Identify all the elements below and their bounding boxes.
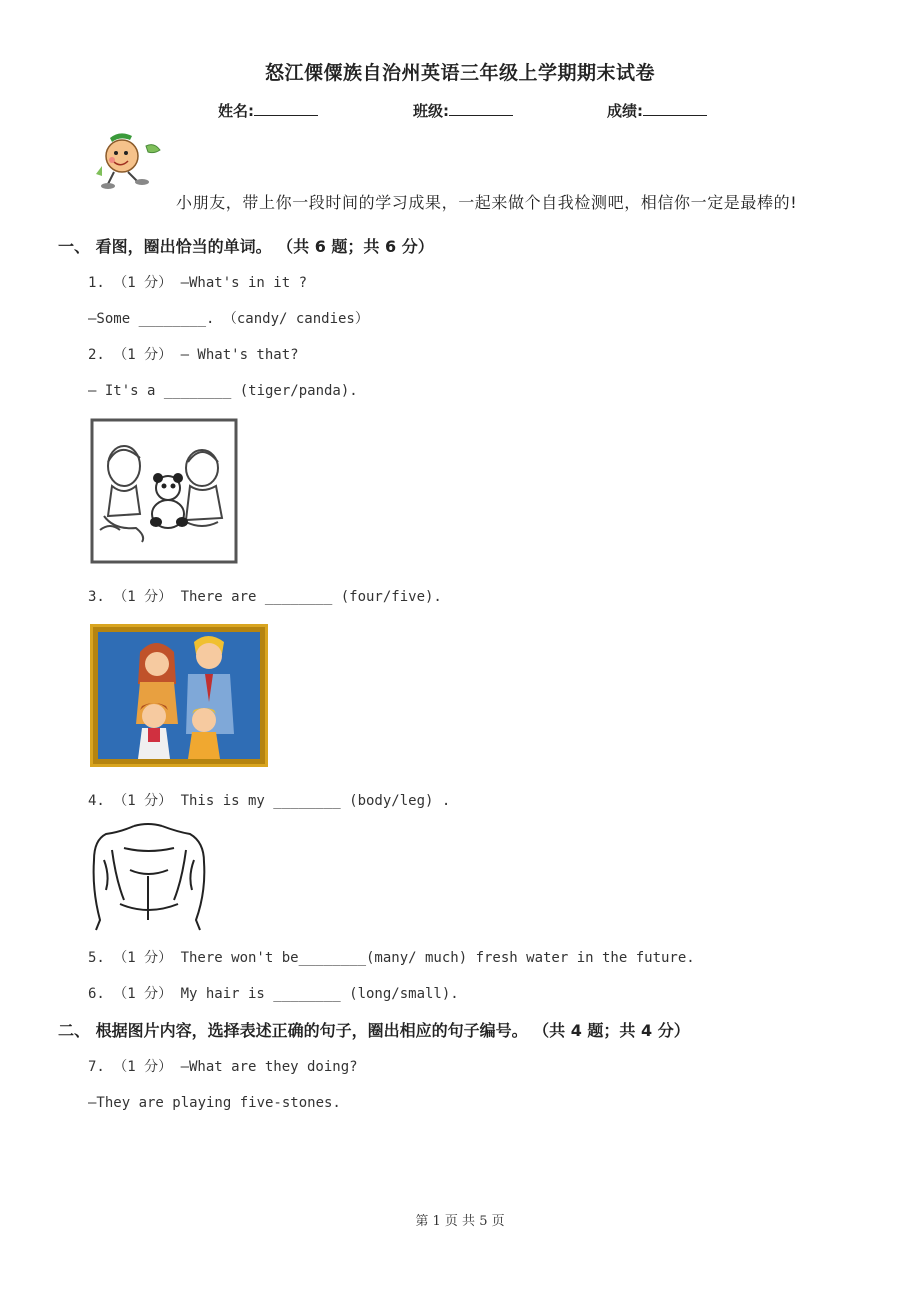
question-6: 6. （1 分） My hair is ________ (long/small). [88,986,459,1002]
question-7: 7. （1 分） —What are they doing? [88,1059,358,1075]
score-blank [643,101,707,116]
name-blank [254,101,318,116]
score-label: 成绩: [607,102,643,120]
page-title: 怒江傈僳族自治州英语三年级上学期期末试卷 [264,62,655,84]
section-2-title: 二、 根据图片内容，选择表述正确的句子，圈出相应的句子编号。 （共 4 题；共 4 分） [58,1021,690,1040]
question-5: 5. （1 分） There won't be________(many/ much) fresh water in the future. [88,950,695,966]
mascot-image [94,130,168,194]
question-1: 1. （1 分） —What's in it ? [88,275,308,291]
family-portrait-image [90,624,268,767]
class-field [413,100,513,121]
panda-sketch-image [90,418,238,564]
question-4: 4. （1 分） This is my ________ (body/leg) . [88,793,451,809]
name-label: 姓名: [218,102,254,120]
score-field [607,100,707,121]
question-2: 2. （1 分） — What's that? [88,347,299,363]
question-3: 3. （1 分） There are ________ (four/five). [88,589,442,605]
page-footer: 第 1 页 共 5 页 [415,1214,505,1229]
intro-text: 小朋友，带上你一段时间的学习成果，一起来做个自我检测吧，相信你一定是最棒的! [176,193,798,212]
question-7-answer: —They are playing five-stones. [88,1095,341,1111]
class-label: 班级: [413,102,449,120]
name-field [218,100,318,121]
torso-sketch-image [90,820,208,932]
class-blank [449,101,513,116]
question-2-answer: — It's a ________ (tiger/panda). [88,383,358,399]
section-1-title: 一、 看图，圈出恰当的单词。 （共 6 题；共 6 分） [58,237,434,256]
question-1-answer: —Some ________. （candy/ candies） [88,311,369,327]
